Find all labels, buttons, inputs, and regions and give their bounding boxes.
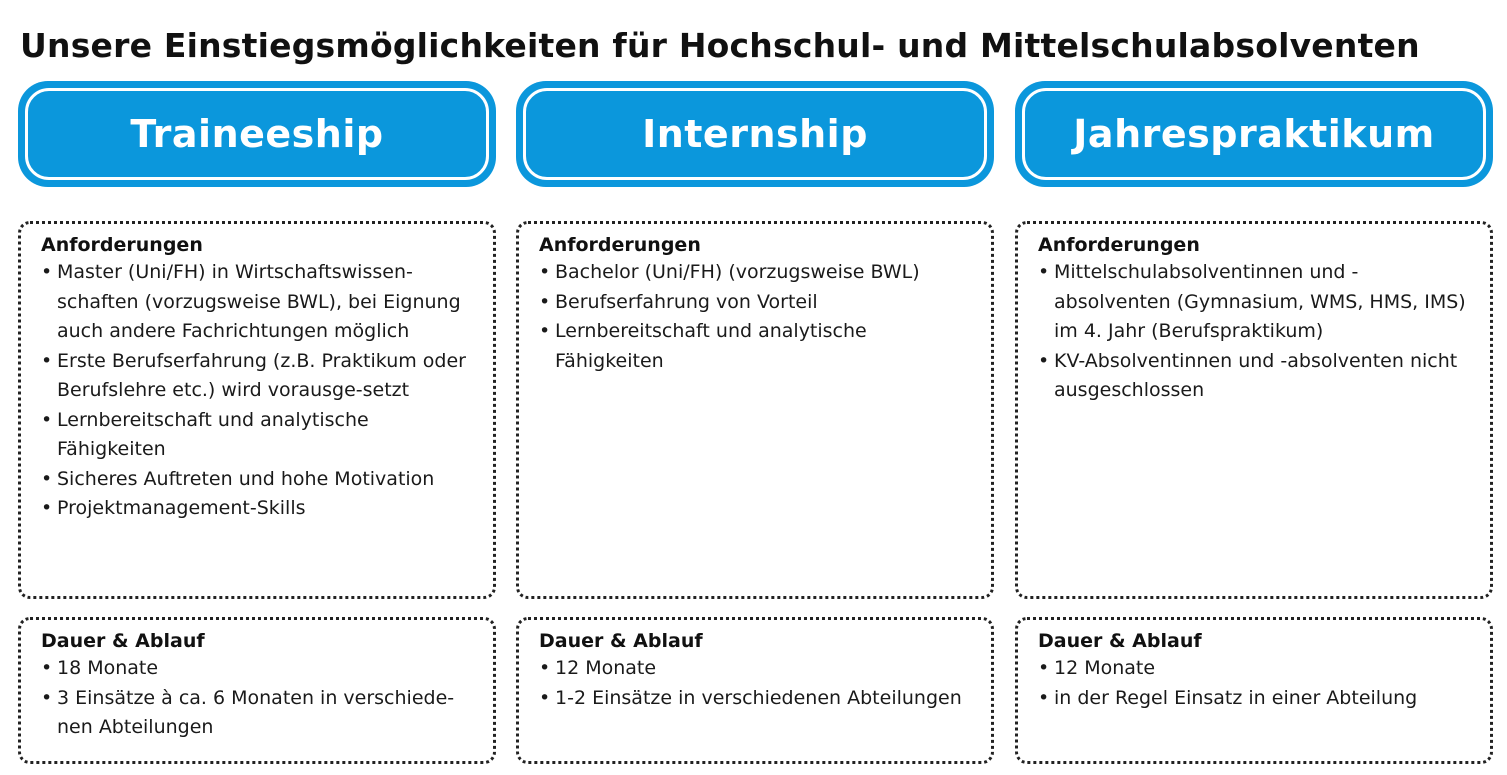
duration-box bbox=[516, 617, 994, 764]
column-heading: Jahrespraktikum bbox=[1022, 88, 1486, 180]
list-item: • 1-2 Einsätze in verschiedenen Abteilungen bbox=[539, 684, 973, 714]
list-item: • Berufserfahrung von Vorteil bbox=[539, 288, 973, 318]
list-item: • Bachelor (Uni/FH) (vorzugsweise BWL) bbox=[539, 258, 973, 288]
column-jahrespraktikum bbox=[1015, 81, 1493, 709]
page-title: Unsere Einstiegsmöglichkeiten für Hochschul- und Mittelschulabsolventen bbox=[20, 26, 1420, 66]
heading-pill bbox=[18, 81, 496, 187]
list-item: • 12 Monate bbox=[1038, 654, 1472, 684]
duration-list bbox=[539, 654, 973, 713]
requirements-title: Anforderungen bbox=[539, 234, 701, 256]
requirements-box bbox=[516, 221, 994, 599]
heading-pill bbox=[1015, 81, 1493, 187]
requirements-list bbox=[1038, 258, 1472, 406]
duration-title: Dauer & Ablauf bbox=[1038, 630, 1202, 652]
list-item: • 12 Monate bbox=[539, 654, 973, 684]
duration-box bbox=[18, 617, 496, 764]
duration-list bbox=[1038, 654, 1472, 713]
list-item: • 18 Monate bbox=[41, 654, 475, 684]
column-heading: Internship bbox=[523, 88, 987, 180]
list-item: • 3 Einsätze à ca. 6 Monaten in verschiede-nen Abteilungen bbox=[41, 684, 475, 743]
column-heading: Traineeship bbox=[25, 88, 489, 180]
list-item: • Sicheres Auftreten und hohe Motivation bbox=[41, 465, 475, 495]
column-traineeship bbox=[18, 81, 496, 738]
duration-title: Dauer & Ablauf bbox=[41, 630, 205, 652]
list-item: • Projektmanagement-Skills bbox=[41, 494, 475, 524]
requirements-list bbox=[539, 258, 973, 376]
requirements-list bbox=[41, 258, 475, 524]
heading-pill bbox=[516, 81, 994, 187]
list-item: • Mittelschulabsolventinnen und -absolventen (Gymnasium, WMS, HMS, IMS) im 4. Jahr (Berufspraktikum) bbox=[1038, 258, 1472, 347]
requirements-title: Anforderungen bbox=[1038, 234, 1200, 256]
requirements-box bbox=[1015, 221, 1493, 599]
list-item: • KV-Absolventinnen und -absolventen nicht ausgeschlossen bbox=[1038, 347, 1472, 406]
duration-box bbox=[1015, 617, 1493, 764]
list-item: • in der Regel Einsatz in einer Abteilung bbox=[1038, 684, 1472, 714]
duration-list bbox=[41, 654, 475, 743]
list-item: • Lernbereitschaft und analytische Fähigkeiten bbox=[539, 317, 973, 376]
requirements-box bbox=[18, 221, 496, 599]
list-item: • Lernbereitschaft und analytische Fähigkeiten bbox=[41, 406, 475, 465]
list-item: • Erste Berufserfahrung (z.B. Praktikum oder Berufslehre etc.) wird vorausge-setzt bbox=[41, 347, 475, 406]
duration-title: Dauer & Ablauf bbox=[539, 630, 703, 652]
column-internship bbox=[516, 81, 994, 709]
list-item: • Master (Uni/FH) in Wirtschaftswissen-schaften (vorzugsweise BWL), bei Eignung auch andere Fachrichtungen möglich bbox=[41, 258, 475, 347]
requirements-title: Anforderungen bbox=[41, 234, 203, 256]
